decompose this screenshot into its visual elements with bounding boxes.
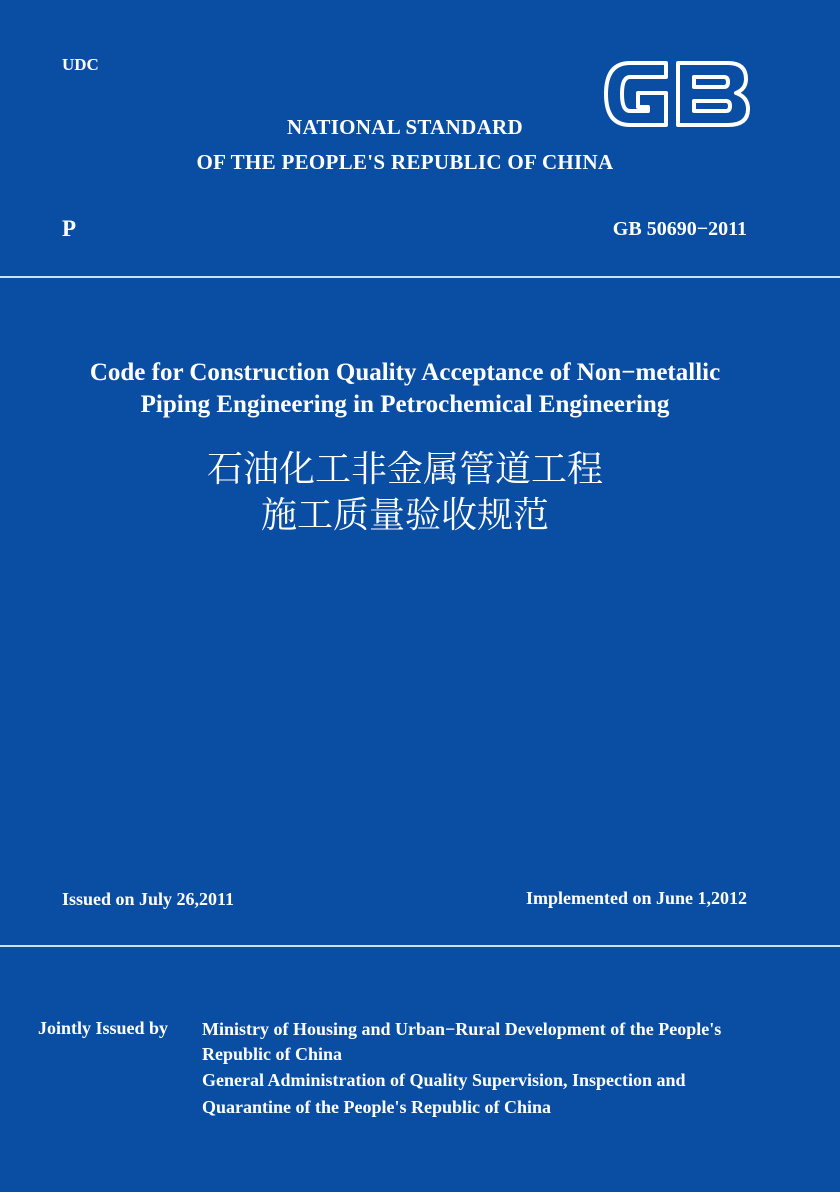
english-title-line2: Piping Engineering in Petrochemical Engineering bbox=[140, 391, 670, 418]
english-title-line1: Code for Construction Quality Acceptance of Non−metallic bbox=[89, 359, 721, 386]
classification-code: P bbox=[62, 216, 77, 241]
issuer-line: Quarantine of the People's Republic of China bbox=[202, 1097, 552, 1117]
national-standard-line2: OF THE PEOPLE'S REPUBLIC OF CHINA bbox=[196, 150, 614, 174]
issuer-line: General Administration of Quality Supervision, Inspection and bbox=[202, 1070, 686, 1090]
chinese-title-line1: 石油化工非金属管道工程 bbox=[206, 449, 603, 490]
issuer-line: Republic of China bbox=[202, 1044, 343, 1064]
implemented-date: Implemented on June 1,2012 bbox=[525, 888, 747, 908]
chinese-title-line2: 施工质量验收规范 bbox=[260, 495, 549, 536]
issuer-line: Ministry of Housing and Urban−Rural Development of the People's bbox=[202, 1019, 722, 1039]
udc-label: UDC bbox=[62, 55, 99, 74]
gb-logo bbox=[600, 55, 752, 133]
issued-date: Issued on July 26,2011 bbox=[62, 889, 235, 909]
top-divider bbox=[0, 276, 840, 278]
gb-logo-mark bbox=[606, 63, 748, 125]
standard-number: GB 50690−2011 bbox=[612, 218, 747, 240]
jointly-issued-label: Jointly Issued by bbox=[38, 1018, 169, 1038]
national-standard-line1: NATIONAL STANDARD bbox=[287, 115, 523, 139]
bottom-divider bbox=[0, 945, 840, 947]
